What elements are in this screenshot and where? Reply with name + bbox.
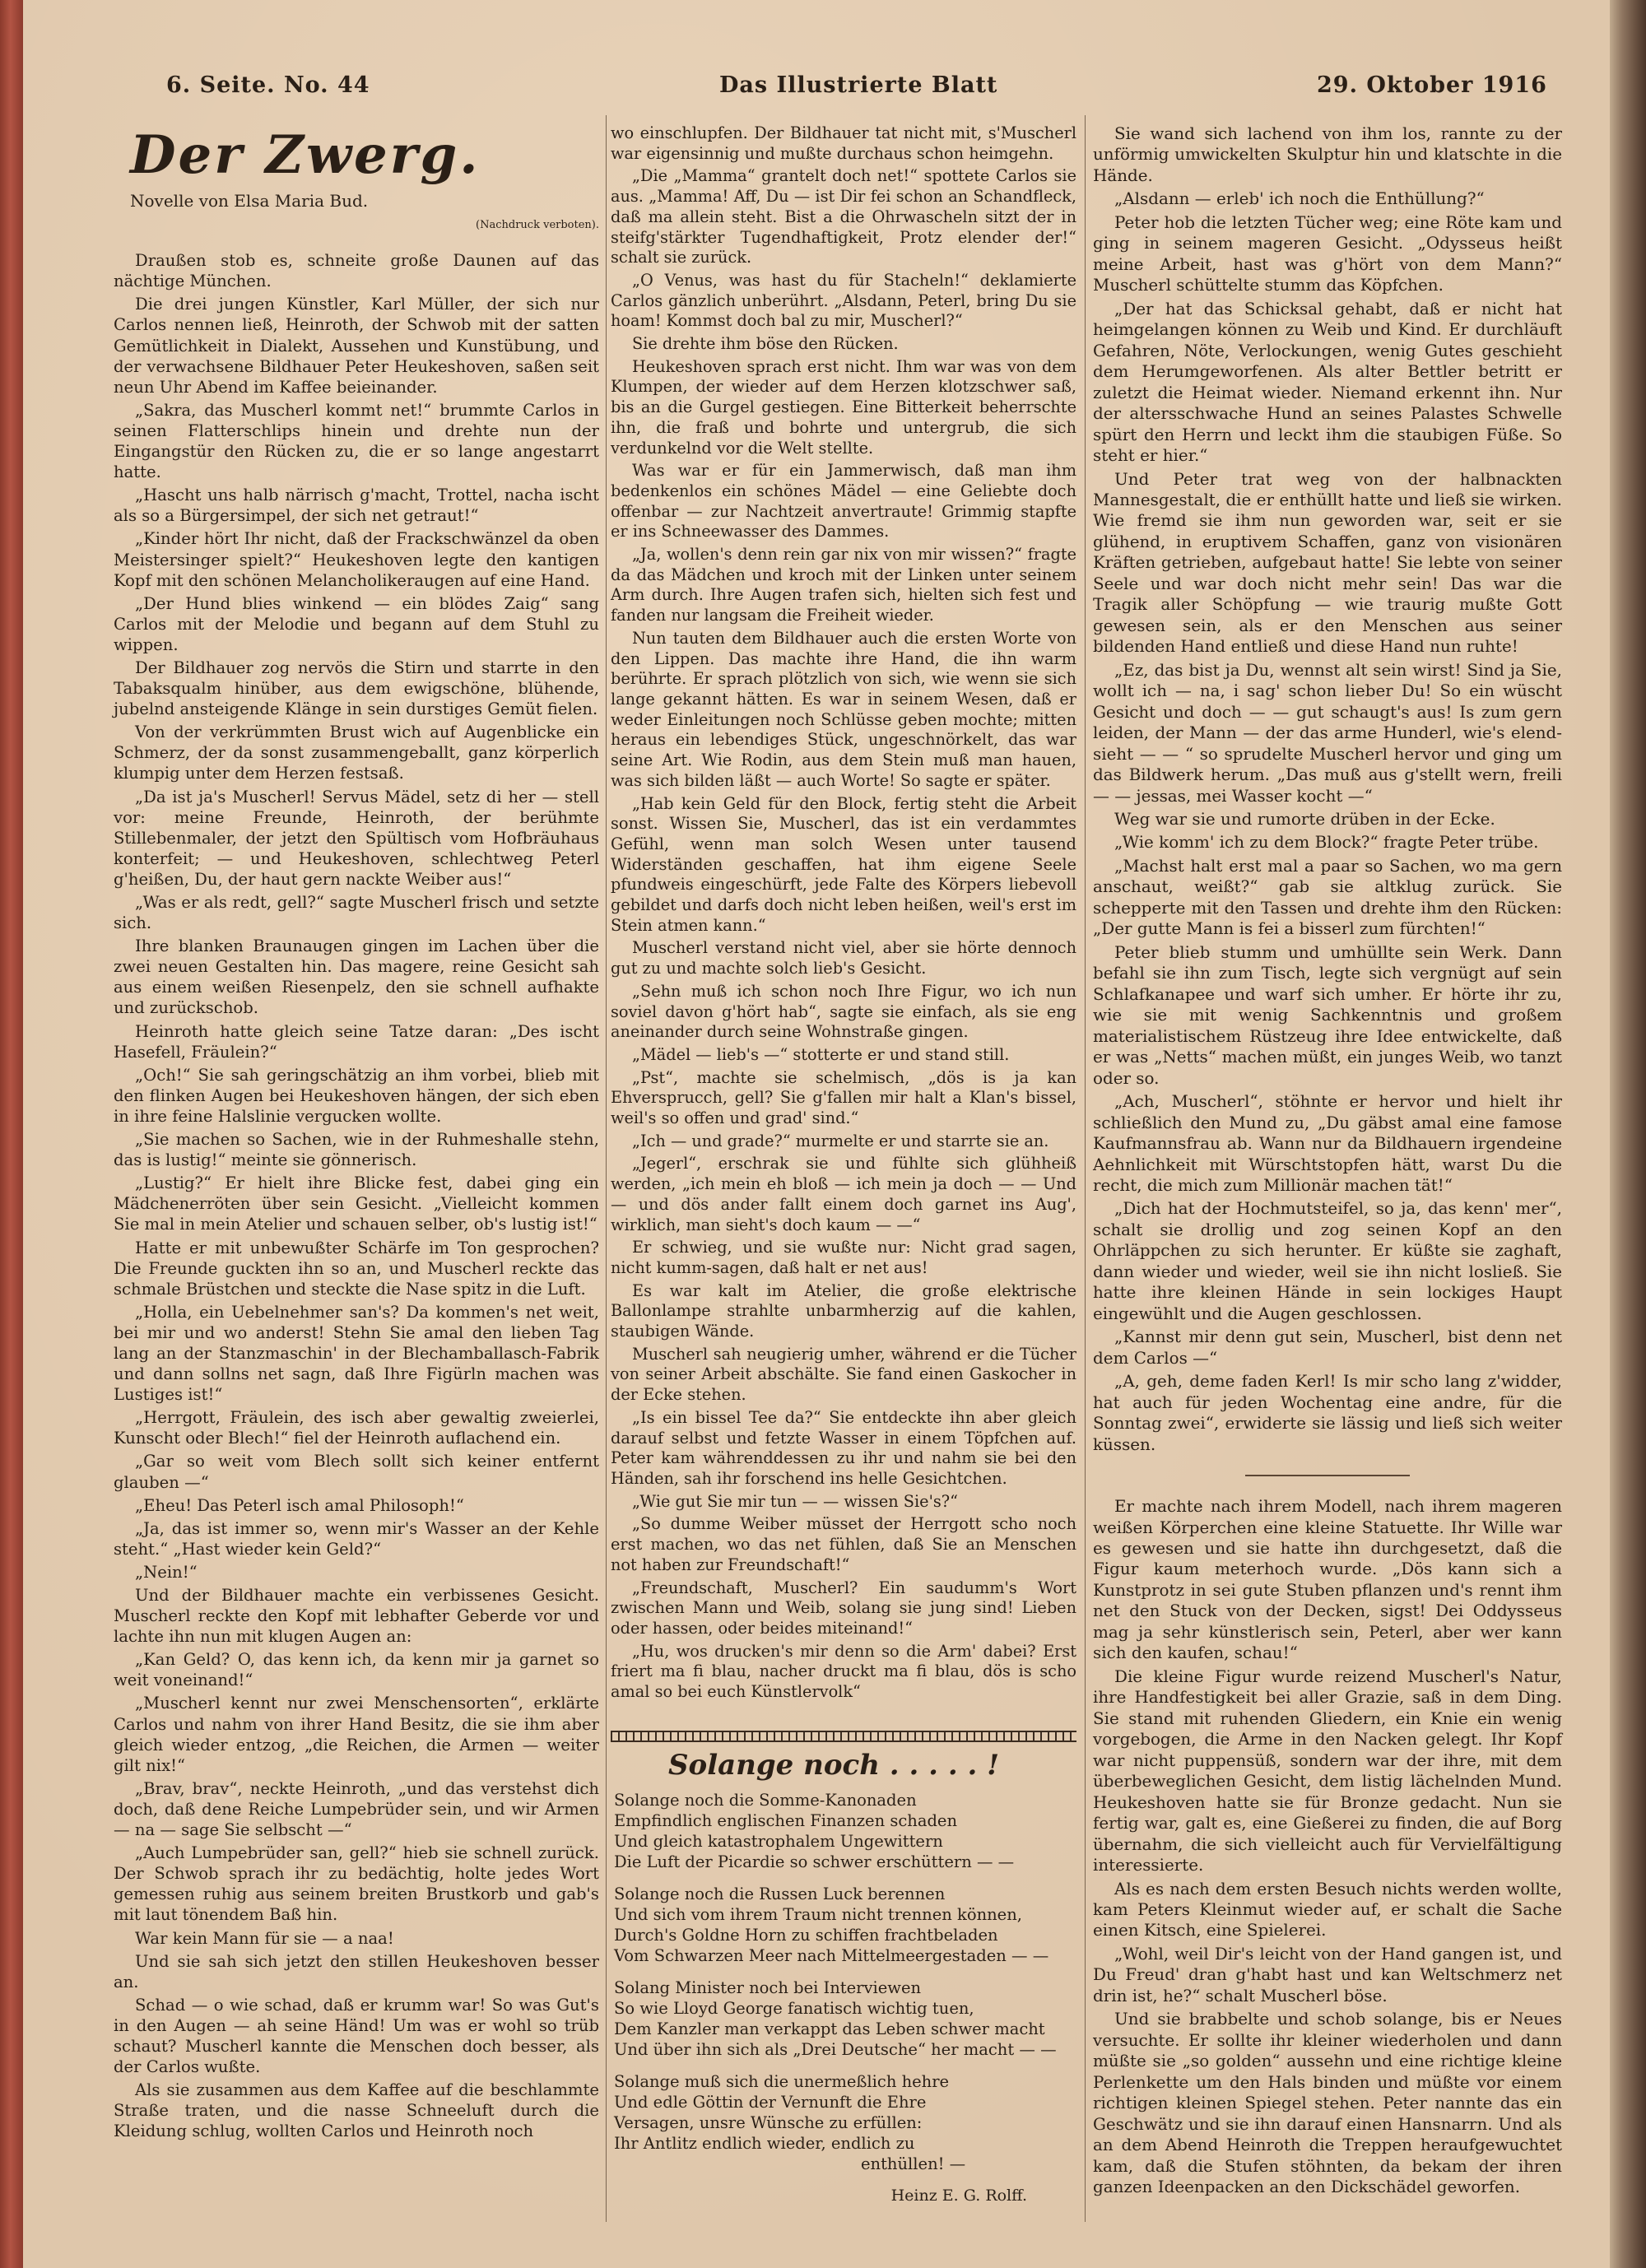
story-paragraph: Ihre blanken Braunaugen gingen im Lachen über die zwei neuen Gestalten hin. Das magere, reine Gesicht sah aus einem weißen Riesenpelz, den sie schnell aufhakte und zurückschob. <box>114 936 599 1018</box>
story-title: Der Zwerg. <box>130 124 481 186</box>
page-header <box>23 72 1610 105</box>
story-paragraph: War kein Mann für sie — a naa! <box>135 1928 394 1948</box>
story-paragraph: „Freundschaft, Muscherl? Ein saudumm's Wort zwischen Mann und Weib, solang sie jung sind! Lieben oder hassen, oder beides miteinand!“ <box>611 1578 1076 1638</box>
story-paragraph: Schad — o wie schad, daß er krumm war! So was Gut's in den Augen — ah seine Händ! Um was er wohl so trüb schaut? Muscherl kannte die Menschen doch besser, als der Carlos wußte. <box>114 1995 599 2077</box>
story-paragraph: „Muscherl kennt nur zwei Menschensorten“, erklärte Carlos und nahm von ihrer Hand Besitz, die sie ihm aber gleich wieder entzog, „die Reichen, die Armen — weiter gilt nix!“ <box>114 1694 599 1775</box>
reprint-note: (Nachdruck verboten). <box>476 219 599 232</box>
story-column-2 <box>611 123 1076 2206</box>
poem-line: Und sich vom ihrem Traum nicht trennen können, <box>614 1905 1022 1925</box>
column-rule <box>606 115 607 2222</box>
story-paragraph: „Kinder hört Ihr nicht, daß der Frackschwänzel da oben Meistersinger spielt?“ Heukeshoven legte den kantigen Kopf mit den schönen Melancholikeraugen auf eine Hand. <box>114 529 599 590</box>
story-paragraph: „Hu, wos drucken's mir denn so die Arm' dabei? Erst friert ma fi blau, nacher druckt ma fi blau, dös is scho amal so bei euch Künstlervolk“ <box>611 1641 1076 1702</box>
story-paragraph: „Mädel — lieb's —“ stotterte er und stand still. <box>632 1044 1010 1064</box>
story-paragraph: „Ach, Muscherl“, stöhnte er hervor und hielt ihr schließlich den Mund zu, „Du gäbst amal eine famose Kaufmannsfrau ab. Wann nur da Bildhauern irgendeine Aehnlichkeit mit Würschtstopfen hätt, warst Du die recht, die mich zum Millionär machen tät!“ <box>1093 1092 1562 1195</box>
poem-line: Durch's Goldne Horn zu schiffen frachtbeladen <box>614 1926 998 1945</box>
story-column-3 <box>1093 123 1562 2201</box>
story-paragraph: Die drei jungen Künstler, Karl Müller, der sich nur Carlos nennen ließ, Heinroth, der Schwob mit der satten Gemütlichkeit in Dialekt, Aussehen und Kunstübung, und der verwachsene Bildhauer Peter Heukeshoven, saßen seit neun Uhr Abend im Kaffee beieinander. <box>114 295 599 397</box>
story-paragraph: „Dich hat der Hochmutsteifel, so ja, das kenn' mer“, schalt sie drollig und zog seinen Kopf an den Ohrläppchen zu sich herunter. Er küßte sie zaghaft, dann wieder und wieder, weil sie ihn nicht losließ. Sie hatte ihre kleinen Hände in sein lockiges Haupt eingewühlt und die Augen geschlossen. <box>1093 1199 1562 1323</box>
poem-line: Versagen, unsre Wünsche zu erfüllen: <box>614 2113 923 2133</box>
story-paragraph: „Ez, das bist ja Du, wennst alt sein wirst! Sind ja Sie, wollt ich — na, i sag' schon lieber Du! So ein wüscht Gesicht und doch — — gut schaugt's aus! Is zum gern leiden, der Mann — der das arme Hunderl, wie's elend-sieht — — “ so sprudelte Muscherl hervor und ging um das Bildwerk herum. „Das muß aus g'stellt wern, freili — — jessas, mei Wasser kocht —“ <box>1093 660 1562 806</box>
poem-line: Und gleich katastrophalem Ungewittern <box>614 1832 943 1852</box>
story-paragraph: Und sie brabbelte und schob solange, bis er Neues versuchte. Er sollte ihr kleiner wiederholen und dann müßte sie „so golden“ aussehn und eine richtige kleine Perlenkette um den Hals binden und müßte vor einem richtigen kleinen Spiegel stehen. Peter nannte das ein Geschwätz und sie ihn darauf einen Hansnarrn. Und als an dem Abend Heinroth die Treppen heraufgewuchtet kam, daß die Stufen stöhnten, da bekam der ihren ganzen Ideenpacken an den Dickschädel geworfen. <box>1093 2010 1562 2197</box>
story-paragraph: „Da ist ja's Muscherl! Servus Mädel, setz di her — stell vor: meine Freunde, Heinroth, der berühmte Stillebenmaler, der jetzt den Spültisch vom Hofbräuhaus konterfeit; — und Heukeshoven, schlechtweg Peterl g'heißen, Du, der haut gern nackte Weiber aus!“ <box>114 787 599 889</box>
story-paragraph: „Sehn muß ich schon noch Ihre Figur, wo ich nun soviel davon g'hört hab“, sagte sie einfach, als sie eng aneinander durch seine Wohnstraße gingen. <box>611 981 1076 1042</box>
poem-line: Ihr Antlitz endlich wieder, endlich zu <box>614 2134 915 2154</box>
newspaper-page <box>23 0 1610 2268</box>
story-paragraph: Es war kalt im Atelier, die große elektrische Ballonlampe strahlte unbarmherzig auf die kahlen, staubigen Wände. <box>611 1280 1076 1341</box>
story-paragraph: „Der Hund blies winkend — ein blödes Zaig“ sang Carlos mit der Melodie und begann auf dem Stuhl zu wippen. <box>114 593 599 654</box>
story-paragraph: „Die „Mamma“ grantelt doch net!“ spottete Carlos sie aus. „Mamma! Aff, Du — ist Dir fei schon an Schandfleck, daß ma allein steht. Bist a die Ohrwascheln sitzt der in steifg'stärkter Tugendhaftigkeit, Protz elender der!“ schalt sie zurück. <box>611 166 1076 267</box>
story-paragraph: wo einschlupfen. Der Bildhauer tat nicht mit, s'Muscherl war eigensinnig und mußte durchaus schon heimgehn. <box>611 123 1076 163</box>
story-paragraph: „Pst“, machte sie schelmisch, „dös is ja kan Ehversprucch, gell? Sie g'fallen mir halt a Klan's bissel, weil's so offen und grad' sind.“ <box>611 1067 1076 1128</box>
story-paragraph: Von der verkrümmten Brust wich auf Augenblicke ein Schmerz, der da sonst zusammengeballt, ganz körperlich klumpig unter dem Herzen festsaß. <box>114 723 599 783</box>
story-paragraph: Und der Bildhauer machte ein verbissenes Gesicht. Muscherl reckte den Kopf mit lebhafter Geberde vor und lachte ihn nun mit klugen Augen an: <box>114 1586 599 1647</box>
story-paragraph: Draußen stob es, schneite große Daunen auf das nächtige München. <box>114 251 599 291</box>
story-paragraph: „Sakra, das Muscherl kommt net!“ brummte Carlos in seinen Flatterschlips hinein und drehte nun der Eingangstür den Rücken zu, die er so lange angestarrt hatte. <box>114 400 599 482</box>
poem-body <box>614 1790 1076 2174</box>
poem-line: Und edle Göttin der Vernunft die Ehre <box>614 2093 927 2112</box>
page-edge <box>1610 0 1646 2268</box>
story-paragraph: „Sie machen so Sachen, wie in der Ruhmeshalle stehn, das is lustig!“ meinte sie gönnerisch. <box>114 1130 599 1170</box>
section-divider <box>1245 1475 1410 1476</box>
story-paragraph: „Kan Geld? O, das kenn ich, da kenn mir ja garnet so weit voneinand!“ <box>114 1650 599 1690</box>
story-paragraph: „Holla, ein Uebelnehmer san's? Da kommen's net weit, bei mir und wo anderst! Stehn Sie amal den lieben Tag lang an der Stanzmaschin' in der Blechamballasch-Fabrik und dann sollns net sagn, daß Ihre Figürln machen was Lustiges ist!“ <box>114 1302 599 1405</box>
story-paragraph: „Was er als redt, gell?“ sagte Muscherl frisch und setzte sich. <box>114 893 599 933</box>
story-paragraph: „O Venus, was hast du für Stacheln!“ deklamierte Carlos gänzlich unberührt. „Alsdann, Peterl, bring Du sie hoam! Kommst doch bal zu mir, Muscherl?“ <box>611 270 1076 331</box>
poem-line: Dem Kanzler man verkappt das Leben schwer macht <box>614 2019 1045 2039</box>
story-paragraph: Er schwieg, und sie wußte nur: Nicht grad sagen, nicht kumm-sagen, daß halt er net aus! <box>611 1238 1076 1277</box>
story-paragraph: Weg war sie und rumorte drüben in der Ecke. <box>1114 810 1495 829</box>
story-paragraph: „Jegerl“, erschrak sie und fühlte sich glühheiß werden, „ich mein eh bloß — ich mein ja doch — — Und — und dös ander fallt einem doch garnet ins Aug', wirklich, man sieht's doch kaum — —“ <box>611 1154 1076 1234</box>
poem-title: Solange noch . . . . . ! <box>668 1748 1000 1782</box>
story-paragraph: Der Bildhauer zog nervös die Stirn und starrte in den Tabaksqualm hinüber, aus dem ewigschöne, blühende, jubelnd ansteigende Klänge in sein durstiges Gemüt fielen. <box>114 658 599 719</box>
poem-stanza <box>614 1884 1076 1966</box>
story-paragraph: „Der hat das Schicksal gehabt, daß er nicht hat heimgelangen können zu Weib und Kind. Er durchläuft Gefahren, Nöte, Verlockungen, wenig Gutes geschieht dem Herumgeworfenen. Als alter Bettler betritt er zuletzt die Heimat wieder. Niemand erkennt ihn. Nur der altersschwache Hund an seines Palastes Schwelle spürt den Herrn und leckt ihm die staubigen Füße. So steht er hier.“ <box>1093 299 1562 466</box>
story-paragraph: „A, geh, deme faden Kerl! Is mir scho lang z'widder, hat auch für jeden Wochentag eine andre, für die Sonntag zwei“, erwiderte sie lässig und ließ sich weiter küssen. <box>1093 1372 1562 1454</box>
poem-stanza <box>614 1790 1076 1872</box>
story-paragraph: „Hab kein Geld für den Block, fertig steht die Arbeit sonst. Wissen Sie, Muscherl, das ist ein verdammtes Gefühl, wenn man solch Wesen unter tausend Widerständen geschaffen, hat ihm eigene Seele pfundweis eingeschürft, jede Falte des Körpers liebevoll gebildet und darfs doch nicht leben heißen, weil's erst im Stein atmen kann.“ <box>611 793 1076 935</box>
story-paragraph: „Lustig?“ Er hielt ihre Blicke fest, dabei ging ein Mädchenerröten über sein Gesicht. „Vielleicht kommen Sie mal in mein Atelier und schauen selber, ob's lustig ist!“ <box>114 1174 599 1234</box>
story-paragraph: „Auch Lumpebrüder san, gell?“ hieb sie schnell zurück. Der Schwob sprach ihr zu bedächtig, holte jedes Wort gemessen ruhig aus seinem breiten Brustkorb und gab's mit laut tönendem Baß hin. <box>114 1843 599 1925</box>
poem-line: Solang Minister noch bei Interviewen <box>614 1978 922 1998</box>
story-paragraph: „Herrgott, Fräulein, des isch aber gewaltig zweierlei, Kunscht oder Blech!“ fiel der Heinroth auflachend ein. <box>114 1408 599 1448</box>
story-paragraph: „Ja, wollen's denn rein gar nix von mir wissen?“ fragte da das Mädchen und kroch mit der Linken unter seinem Arm durch. Ihre Augen trafen sich, hielten sich fest und fanden nur langsam die Freiheit wieder. <box>611 545 1076 625</box>
poem-line: Die Luft der Picardie so schwer erschüttern — — <box>614 1852 1015 1872</box>
poem-signature: Heinz E. G. Rolff. <box>890 2187 1027 2205</box>
poem-line: Solange muß sich die unermeßlich hehre <box>614 2072 950 2092</box>
story-paragraph: „Is ein bissel Tee da?“ Sie entdeckte ihn aber gleich darauf selbst und fetzte Wasser in einem Töpfchen auf. Peter kam währenddessen zu ihr und nahm sie bei den Händen, sah ihr forschend ins helle Gesichtchen. <box>611 1407 1076 1488</box>
header-publication: Das Illustrierte Blatt <box>719 72 998 98</box>
story-paragraph: Heukeshoven sprach erst nicht. Ihm war was von dem Klumpen, der wieder auf dem Herzen klotzschwer saß, bis an die Gurgel gestiegen. Eine Bitterkeit beherrschte ihn, die fraß und bohrte und untergrub, die sich verdunkelnd vor die Welt stellte. <box>611 356 1076 458</box>
story-paragraph: „Och!“ Sie sah geringschätzig an ihm vorbei, blieb mit den flinken Augen bei Heukeshoven hängen, der sich eben in ihre feine Halslinie vergucken wollte. <box>114 1065 599 1126</box>
story-paragraph: Peter hob die letzten Tücher weg; eine Röte kam und ging in seinem mageren Gesicht. „Odysseus heißt meine Arbeit, hast was g'hört von dem Mann?“ Muscherl schüttelte stumm das Köpfchen. <box>1093 212 1562 295</box>
poem-line: Solange noch die Russen Luck berennen <box>614 1885 946 1904</box>
poem-line: Und über ihn sich als „Drei Deutsche“ her macht — — <box>614 2040 1057 2060</box>
story-paragraph: „Alsdann — erleb' ich noch die Enthüllung?“ <box>1114 189 1485 209</box>
story-paragraph: Heinroth hatte gleich seine Tatze daran: „Des ischt Hasefell, Fräulein?“ <box>114 1021 599 1062</box>
poem-line: Empfindlich englischen Finanzen schaden <box>614 1811 958 1831</box>
story-column-1 <box>114 123 599 2144</box>
story-byline: Novelle von Elsa Maria Bud. <box>130 191 369 211</box>
story-paragraph: „Hascht uns halb närrisch g'macht, Trottel, nacha ischt als so a Bürgersimpel, der sich net getraut!“ <box>114 486 599 526</box>
poem-stanza <box>614 1978 1076 2060</box>
header-page-number: 6. Seite. No. 44 <box>166 72 370 98</box>
poem-line: enthüllen! — <box>861 2154 966 2174</box>
story-paragraph: Und sie sah sich jetzt den stillen Heukeshoven besser an. <box>114 1951 599 1991</box>
story-paragraph: Und Peter trat weg von der halbnackten Mannesgestalt, die er enthüllt hatte und ließ sie wirken. Wie fremd sie ihm nun geworden war, seit er sie glühend, in eruptivem Schaffen, ganz von visionären Kräften getrieben, aufgebaut hatte! Sie lebte von seiner Seele und war doch nicht mehr sein! Das war die Tragik aller Schöpfung — wie traurig mußte Gott gewesen sein, als er den Menschen aus seiner bildenden Hand entließ und diese Hand nun ruhte! <box>1093 469 1562 657</box>
column-rule <box>1085 115 1086 2222</box>
story-paragraph: Hatte er mit unbewußter Schärfe im Ton gesprochen? Die Freunde guckten ihn so an, und Muscherl reckte das schmale Brüstchen und steckte die Nase spitz in die Luft. <box>114 1238 599 1299</box>
story-paragraph: Peter blieb stumm und umhüllte sein Werk. Dann befahl sie ihn zum Tisch, legte sich vergnügt auf sein Schlafkanapee und warf sich umher. Er hörte ihr zu, wie sie mit wenig Sachkenntnis und großem materialistischem Rüstzeug ihre Idee entwickelte, daß er was „Netts“ machen müßt, ein junges Weib, wo tanzt oder so. <box>1093 942 1562 1088</box>
story-paragraph: Die kleine Figur wurde reizend Muscherl's Natur, ihre Handfestigkeit bei aller Grazie, saß in dem Ding. Sie stand mit ruhenden Gliedern, ein Knie ein wenig vorgebogen, die Arme in den Nacken gelegt. Ihr Kopf war nicht puppensüß, sondern war der ihre, mit dem überbeweglichen Gesicht, dem listig lächelnden Mund. Heukeshoven hatte sie für Bronze gedacht. Nun sie fertig war, galt es, eine Gießerei zu finden, die auf Borg übernahm, die sich vielleicht auch für Vervielfältigung interessierte. <box>1093 1666 1562 1875</box>
story-paragraph: Als sie zusammen aus dem Kaffee auf die beschlammte Straße traten, und die nasse Schneeluft durch die Kleidung schlug, wollten Carlos und Heinroth noch <box>114 2080 599 2141</box>
story-paragraph: „Machst halt erst mal a paar so Sachen, wo ma gern anschaut, weißt?“ gab sie altklug zurück. Sie schepperte mit den Tassen und drehte ihm den Rücken: „Der gutte Mann is fei a bisserl zum fürchten!“ <box>1093 856 1562 939</box>
story-paragraph: Muscherl sah neugierig umher, während er die Tücher von seiner Arbeit abschälte. Sie fand einen Gaskocher in der Ecke stehen. <box>611 1344 1076 1405</box>
story-paragraph: Sie drehte ihm böse den Rücken. <box>632 334 899 354</box>
section-divider <box>611 1731 1076 1742</box>
story-paragraph: Nun tauten dem Bildhauer auch die ersten Worte von den Lippen. Das machte ihre Hand, die ihn warm berührte. Er sprach plötzlich von sich, wie wenn sie sich lange gekannt hätten. Es war in seinem Wesen, daß er weder Einleitungen noch Schlüsse geben mochte; mitten heraus ein lebendiges Stück, ungeschnörkelt, das war seine Art. Wie Rodin, aus dem Stein muß man hauen, was sich bilden läßt — auch Worte! So sagte er später. <box>611 628 1076 790</box>
story-paragraph: „Ich — und grade?“ murmelte er und starrte sie an. <box>632 1131 1049 1150</box>
story-paragraph: „Kannst mir denn gut sein, Muscherl, bist denn net dem Carlos —“ <box>1093 1327 1562 1368</box>
story-paragraph: „Wie komm' ich zu dem Block?“ fragte Peter trübe. <box>1114 833 1539 853</box>
story-paragraph: Als es nach dem ersten Besuch nichts werden wollte, kam Peters Kleinmut wieder auf, er schalt die Sache einen Kitsch, eine Spielerei. <box>1093 1879 1562 1940</box>
story-paragraph: „Nein!“ <box>135 1562 198 1582</box>
story-paragraph: „Eheu! Das Peterl isch amal Philosoph!“ <box>135 1495 464 1515</box>
poem-line: Solange noch die Somme-Kanonaden <box>614 1791 917 1810</box>
story-paragraph: „Wie gut Sie mir tun — — wissen Sie's?“ <box>632 1491 958 1511</box>
story-paragraph: „So dumme Weiber müsset der Herrgott scho noch erst machen, wo das net fühlen, daß Sie an Menschen not haben zur Freundschaft!“ <box>611 1514 1076 1574</box>
story-paragraph: „Gar so weit vom Blech sollt sich keiner entfernt glauben —“ <box>114 1452 599 1492</box>
story-paragraph: „Wohl, weil Dir's leicht von der Hand gangen ist, und Du Freud' dran g'habt hast und kan Weltschmerz net drin ist, he?“ schalt Muscherl böse. <box>1093 1944 1562 2005</box>
story-paragraph: Muscherl verstand nicht viel, aber sie hörte dennoch gut zu und machte solch lieb's Gesicht. <box>611 938 1076 978</box>
book-binding <box>0 0 23 2268</box>
poem-stanza <box>614 2071 1076 2174</box>
story-paragraph: Sie wand sich lachend von ihm los, rannte zu der unförmig umwickelten Skulptur hin und klatschte in die Hände. <box>1093 124 1562 185</box>
story-paragraph: Er machte nach ihrem Modell, nach ihrem mageren weißen Körperchen eine kleine Statuette. Ihr Wille war es gewesen und sie hatte ihn durchgesetzt, daß die Figur kaum meterhoch wurde. „Dös kann sich a Kunstprotz in sei gute Stuben pflanzen und's rennt ihm net den Stuck von der Decken, sigst! Dei Oddysseus mag ja sehr künstlerisch sein, Peterl, aber wer kann sich den kaufen, schau!“ <box>1093 1497 1562 1663</box>
story-paragraph: „Ja, das ist immer so, wenn mir's Wasser an der Kehle steht.“ „Hast wieder kein Geld?“ <box>114 1518 599 1559</box>
header-date: 29. Oktober 1916 <box>1317 72 1547 98</box>
poem-line: So wie Lloyd George fanatisch wichtig tuen, <box>614 1999 974 2019</box>
story-paragraph: Was war er für ein Jammerwisch, daß man ihm bedenkenlos ein schönes Mädel — eine Geliebte doch offenbar — zur Nachtzeit anvertraute! Grimmig stapfte er ins Schneewasser des Dammes. <box>611 461 1076 541</box>
poem-line: Vom Schwarzen Meer nach Mittelmeergestaden — — <box>614 1946 1049 1966</box>
story-paragraph: „Brav, brav“, neckte Heinroth, „und das verstehst dich doch, daß dene Reiche Lumpebrüder sein, und wir Armen — na — sage Sie selbscht —“ <box>114 1778 599 1840</box>
